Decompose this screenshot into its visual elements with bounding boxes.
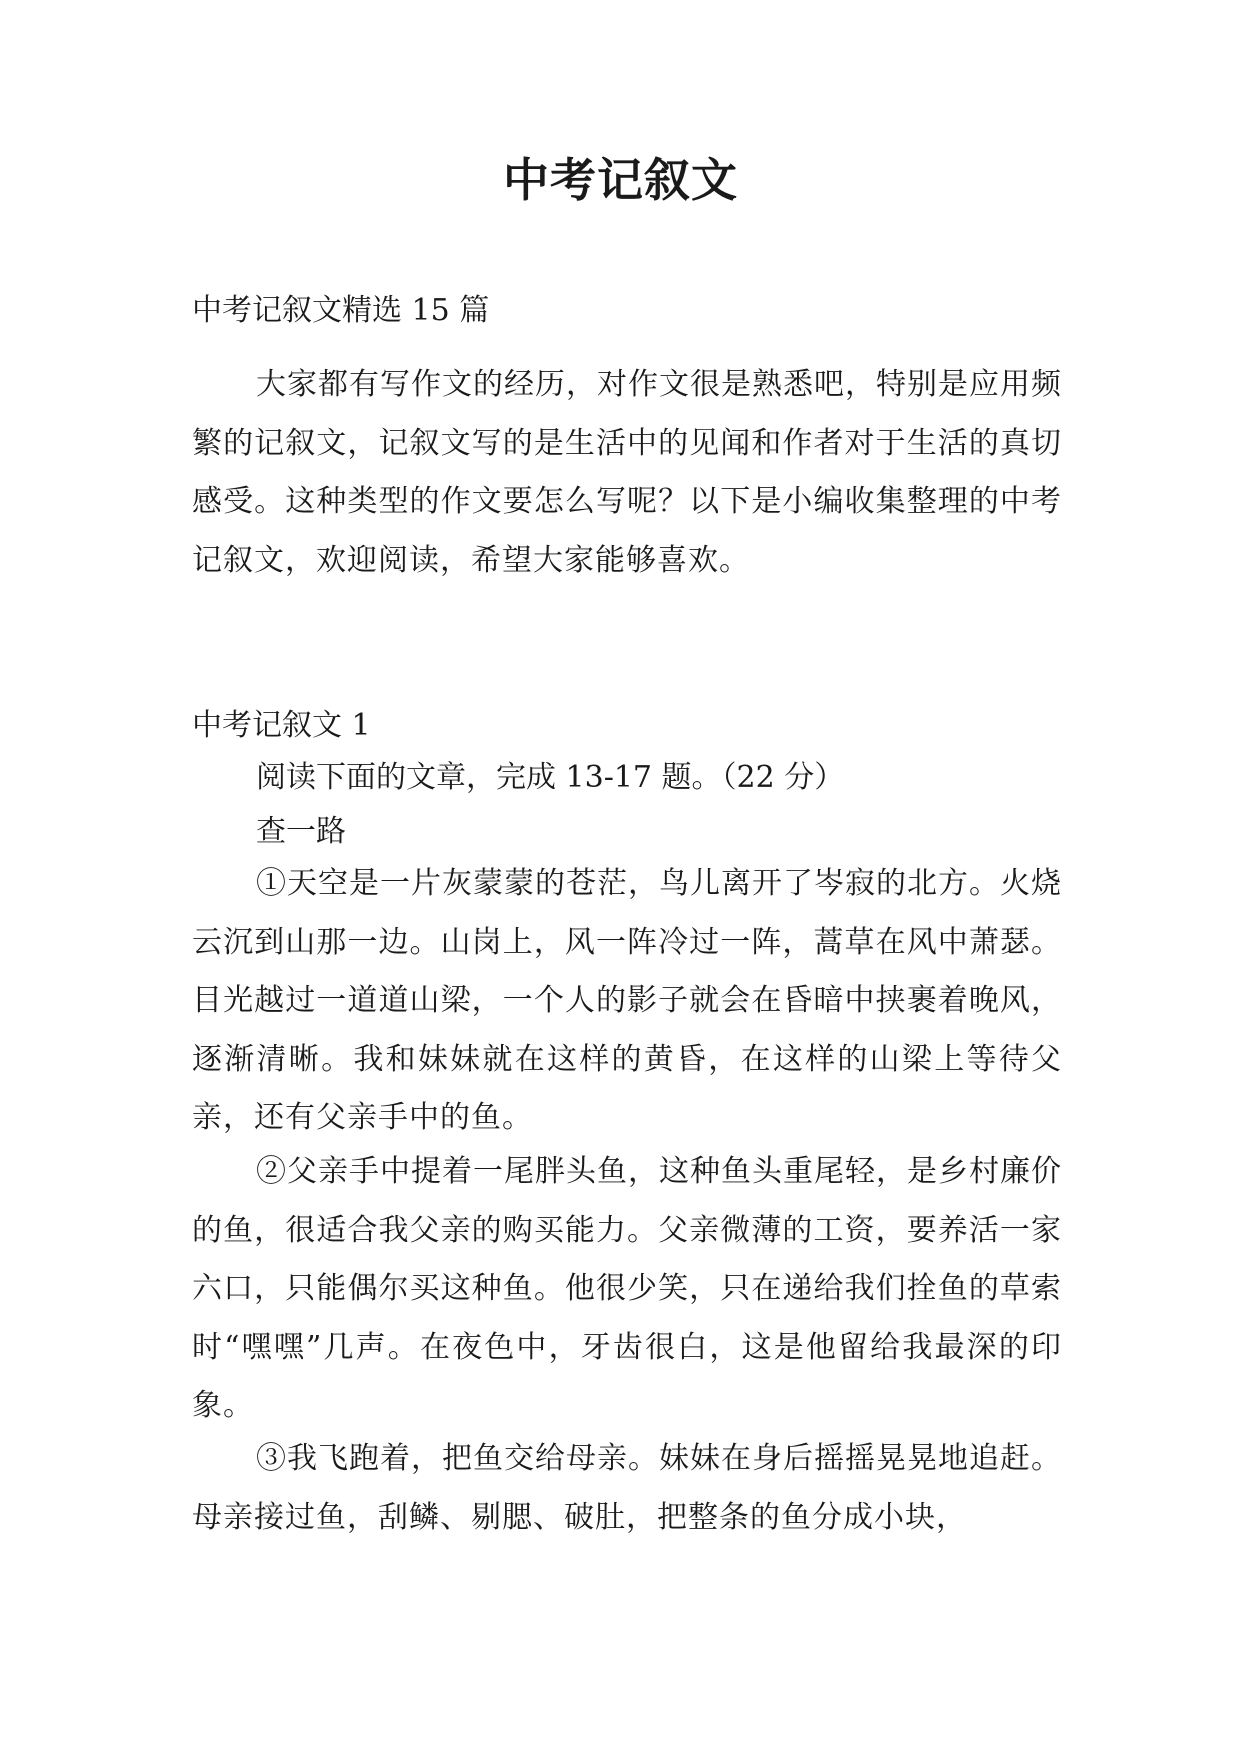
- story-paragraph-3: ③我飞跑着，把鱼交给母亲。妹妹在身后摇摇晃晃地追赶。母亲接过鱼，刮鳞、剔腮、破肚，把整条的鱼分成小块，: [192, 1441, 1062, 1535]
- document-title: 中考记叙文: [503, 153, 738, 207]
- story-paragraph-1: ①天空是一片灰蒙蒙的苍茫，鸟儿离开了岑寂的北方。火烧云沉到山那一边。山岗上，风一阵冷过一阵，蒿草在风中萧瑟。目光越过一道道山梁，一个人的影子就会在昏暗中挟裹着晚风，逐渐清晰。我和妹妹就在这样的黄昏，在这样的山梁上等待父亲，还有父亲手中的鱼。: [192, 866, 1062, 1135]
- document-subtitle: 中考记叙文精选 15 篇: [192, 293, 490, 328]
- intro-paragraph: 大家都有写作文的经历，对作文很是熟悉吧，特别是应用频繁的记叙文，记叙文写的是生活中的见闻和作者对于生活的真切感受。这种类型的作文要怎么写呢？以下是小编收集整理的中考记叙文，欢迎阅读，希望大家能够喜欢。: [192, 367, 1062, 578]
- story-paragraph-2: ②父亲手中提着一尾胖头鱼，这种鱼头重尾轻，是乡村廉价的鱼，很适合我父亲的购买能力。父亲微薄的工资，要养活一家六口，只能偶尔买这种鱼。他很少笑，只在递给我们拴鱼的草索时“嘿嘿”几声。在夜色中，牙齿很白，这是他留给我最深的印象。: [192, 1154, 1062, 1423]
- section-title: 中考记叙文 1: [192, 708, 371, 743]
- reading-instruction: 阅读下面的文章，完成 13-17 题。（22 分）: [256, 760, 845, 795]
- story-author: 查一路: [256, 814, 346, 849]
